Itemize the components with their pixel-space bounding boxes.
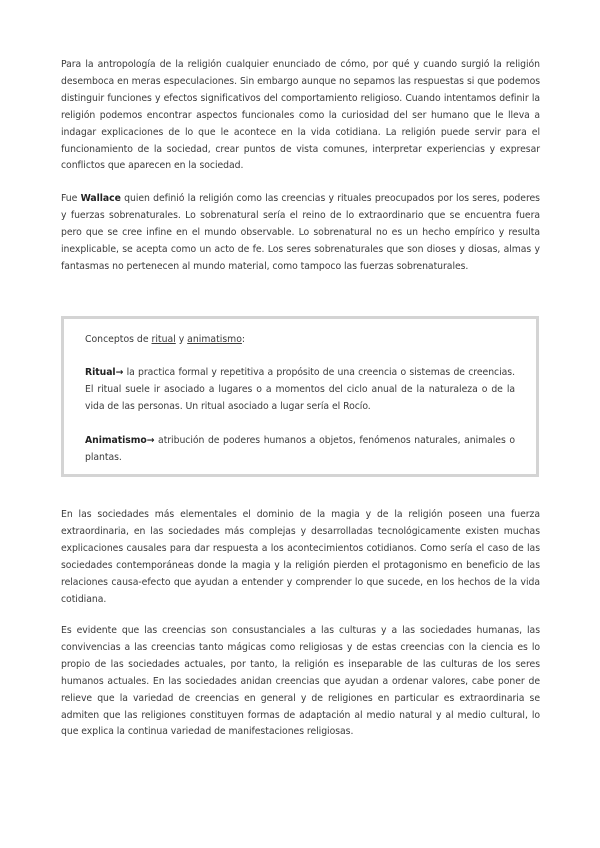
wallace-name: Wallace	[80, 193, 121, 204]
concepts-title-mid: y	[175, 334, 188, 345]
concepts-title-suffix: :	[241, 334, 246, 345]
concepts-title-term-animatismo: animatismo	[187, 334, 242, 345]
paragraph-wallace	[61, 191, 540, 276]
paragraph-wallace-prefix: Fue	[61, 193, 81, 204]
arrow-right-icon: →	[115, 367, 124, 378]
definition-ritual-term: Ritual	[85, 367, 116, 378]
paragraph-societies: En las sociedades más elementales el dominio de la magia y de la religión poseen una fuerza extraordinaria, en las sociedades más complejas y desarrolladas tecnológicamente existen muchas explicaciones causales para dar respuesta a los acontecimientos cotidianos. Como sería el caso de las sociedades contemporáneas donde la magia y la religión pierden el protagonismo en beneficio de las relaciones causa-efecto que ayudan a entender y comprender lo que sucede, en los hechos de la vida cotidiana.	[61, 509, 540, 605]
paragraph-beliefs: Es evidente que las creencias son consustanciales a las culturas y a las sociedades humanas, las convivencias a las creencias tanto mágicas como religiosas y de estas creencias con la ciencia es lo propio de las sociedades actuales, por tanto, la religión es inseparable de las culturas de los seres humanos actuales. En las sociedades anidan creencias que ayudan a ordenar valores, cabe poner de relieve que la variedad de creencias en general y de religiones en particular es extraordinaria se admiten que las religiones constituyen formas de adaptación al medio natural y al medio cultural, lo que explica la continua variedad de manifestaciones religiosas.	[61, 625, 540, 738]
concepts-title-prefix: Conceptos de	[85, 334, 152, 345]
definition-ritual-text: la practica formal y repetitiva a propósito de una creencia o sistemas de creencias. El ritual suele ir asociado a lugares o a momentos del ciclo anual de la naturaleza o de la vida de las personas. Un ritual asociado a lugar sería el Rocío.	[85, 367, 515, 412]
arrow-right-icon: →	[146, 435, 155, 446]
definition-ritual	[85, 365, 515, 416]
concepts-box-title	[85, 332, 515, 349]
concepts-title-term-ritual: ritual	[151, 334, 176, 345]
paragraph-intro: Para la antropología de la religión cualquier enunciado de cómo, por qué y cuando surgió la religión desemboca en meras especulaciones. Sin embargo aunque no sepamos las respuestas si que podemos distinguir funciones y efectos significativos del comportamiento religioso. Cuando intentamos definir la religión podemos encontrar aspectos funcionales como la curiosidad del ser humano que le lleva a indagar explicaciones de lo que le acontece en la vida cotidiana. La religión puede servir para el funcionamiento de la sociedad, crear puntos de vista comunes, interpretar experiencias y expresar conflictos que aparecen en la sociedad.	[61, 59, 540, 172]
concepts-box	[61, 316, 539, 477]
definition-animatismo	[85, 433, 515, 467]
definition-animatismo-term: Animatismo	[85, 435, 147, 446]
definition-animatismo-text: atribución de poderes humanos a objetos, fenómenos naturales, animales o plantas.	[85, 435, 515, 463]
paragraph-wallace-rest: quien definió la religión como las creencias y rituales preocupados por los seres, poderes y fuerzas sobrenaturales. Lo sobrenatural sería el reino de lo extraordinario que se encuentra fuera pero que se cree infine en el mundo observable. Lo sobrenatural no es un hecho empírico y resulta inexplicable, se acepta como un acto de fe. Los seres sobrenaturales que son dioses y diosas, almas y fantasmas no pertenecen al mundo material, como tampoco las fuerzas sobrenaturales.	[61, 193, 540, 272]
